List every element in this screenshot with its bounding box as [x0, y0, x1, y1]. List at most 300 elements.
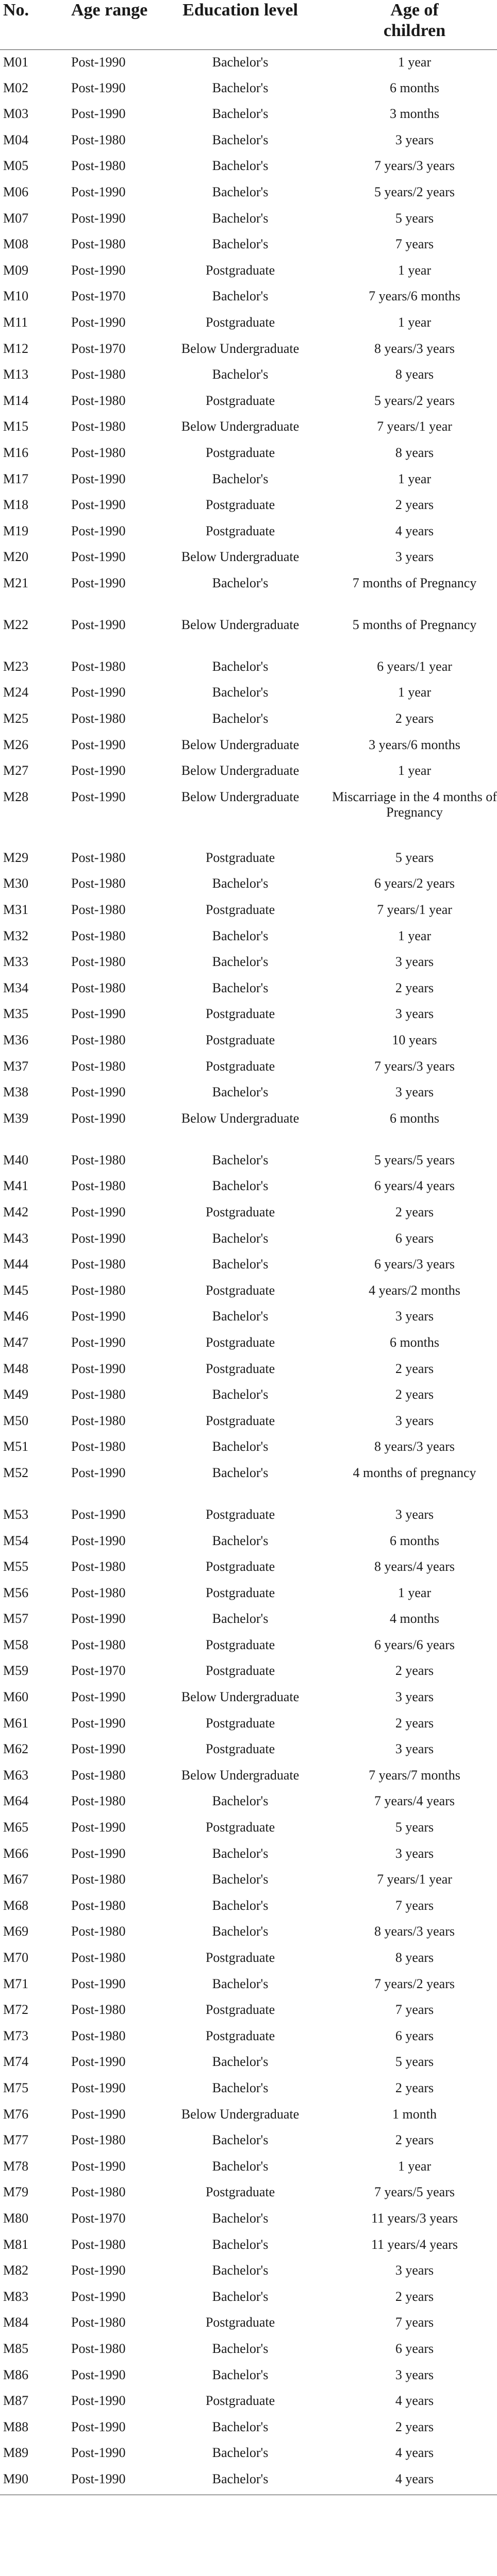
- cell-age-range: Post-1980: [71, 1178, 126, 1194]
- cell-education-level: Bachelor's: [212, 1976, 269, 1991]
- cell-education-level: Below Undergraduate: [181, 419, 300, 434]
- cell-age-range: Post-1980: [71, 1585, 126, 1600]
- cell-age-of-children: 5 years: [395, 1820, 434, 1835]
- cell-no: M26: [3, 737, 29, 752]
- cell-education-level: Bachelor's: [212, 1084, 269, 1100]
- cell-education-level: Bachelor's: [212, 575, 269, 590]
- cell-age-of-children: 1 year: [397, 314, 432, 330]
- table-row: [0, 613, 497, 654]
- cell-age-of-children: 5 years: [395, 850, 434, 865]
- cell-education-level: Postgraduate: [205, 1637, 275, 1652]
- cell-education-level: Below Undergraduate: [181, 789, 300, 804]
- cell-age-of-children: 2 years: [395, 980, 434, 995]
- cell-education-level: Bachelor's: [212, 1178, 269, 1194]
- cell-education-level: Postgraduate: [205, 1361, 275, 1376]
- cell-age-range: Post-1970: [71, 289, 126, 304]
- cell-age-range: Post-1990: [71, 2393, 126, 2409]
- cell-education-level: Bachelor's: [212, 80, 269, 95]
- table-row: [0, 180, 497, 206]
- table-row: [0, 1502, 497, 1529]
- cell-education-level: Bachelor's: [212, 2080, 269, 2095]
- table-row: [0, 1737, 497, 1763]
- table-row: [0, 2232, 497, 2259]
- cell-no: M46: [3, 1309, 29, 1324]
- table-row: [0, 1658, 497, 1685]
- cell-education-level: Bachelor's: [212, 1924, 269, 1939]
- table-row: [0, 128, 497, 154]
- cell-no: M79: [3, 2184, 29, 2200]
- cell-age-of-children: 6 years: [395, 1230, 434, 1246]
- table-row: [0, 2310, 497, 2336]
- header-no: No.: [0, 0, 51, 49]
- cell-age-range: Post-1990: [71, 106, 126, 122]
- header-age-of-children: Age of children: [332, 0, 497, 49]
- table-row: [0, 976, 497, 1002]
- cell-no: M73: [3, 2028, 29, 2043]
- cell-age-range: Post-1990: [71, 575, 126, 590]
- table-row: [0, 1633, 497, 1659]
- cell-no: M04: [3, 132, 29, 147]
- cell-education-level: Postgraduate: [205, 262, 275, 278]
- cell-education-level: Postgraduate: [205, 497, 275, 513]
- cell-no: M67: [3, 1872, 29, 1887]
- cell-no: M35: [3, 1006, 29, 1022]
- cell-education-level: Below Undergraduate: [181, 1767, 300, 1783]
- cell-education-level: Bachelor's: [212, 928, 269, 943]
- cell-no: M08: [3, 236, 29, 252]
- cell-age-range: Post-1980: [71, 876, 126, 891]
- cell-age-of-children: 8 years/4 years: [374, 1559, 455, 1574]
- cell-no: M90: [3, 2471, 29, 2486]
- cell-age-range: Post-1990: [71, 737, 126, 752]
- cell-age-range: Post-1980: [71, 419, 126, 434]
- cell-age-range: Post-1990: [71, 2289, 126, 2304]
- cell-age-of-children: 3 years: [395, 1006, 434, 1022]
- header-education-level: Education level: [148, 0, 332, 49]
- cell-education-level: Below Undergraduate: [181, 617, 300, 632]
- cell-age-range: Post-1990: [71, 1334, 126, 1350]
- cell-education-level: Bachelor's: [212, 1611, 269, 1626]
- cell-education-level: Postgraduate: [205, 1282, 275, 1298]
- cell-education-level: Bachelor's: [212, 1309, 269, 1324]
- cell-no: M81: [3, 2236, 29, 2252]
- cell-age-range: Post-1980: [71, 1257, 126, 1272]
- cell-age-of-children: 3 years: [395, 132, 434, 147]
- cell-age-range: Post-1980: [71, 2028, 126, 2043]
- cell-age-of-children: 7 years/1 year: [377, 419, 452, 434]
- cell-no: M37: [3, 1058, 29, 1074]
- cell-age-range: Post-1980: [71, 393, 126, 408]
- cell-no: M16: [3, 445, 29, 460]
- cell-age-range: Post-1980: [71, 850, 126, 865]
- cell-no: M02: [3, 80, 29, 95]
- cell-education-level: Bachelor's: [212, 289, 269, 304]
- cell-education-level: Postgraduate: [205, 1032, 275, 1047]
- cell-education-level: Bachelor's: [212, 106, 269, 122]
- cell-age-of-children: 7 months of Pregnancy: [352, 575, 477, 590]
- cell-age-of-children: 7 years/4 years: [374, 1793, 455, 1809]
- cell-age-range: Post-1990: [71, 2445, 126, 2461]
- cell-age-of-children: 2 years: [395, 1204, 434, 1219]
- cell-education-level: Below Undergraduate: [181, 2106, 300, 2122]
- cell-education-level: Bachelor's: [212, 954, 269, 970]
- cell-education-level: Postgraduate: [205, 1820, 275, 1835]
- cell-age-of-children: 6 years/1 year: [377, 658, 452, 674]
- cell-education-level: Postgraduate: [205, 1663, 275, 1679]
- cell-no: M34: [3, 980, 29, 995]
- cell-education-level: Bachelor's: [212, 2289, 269, 2304]
- table-row: [0, 101, 497, 128]
- cell-age-range: Post-1980: [71, 1282, 126, 1298]
- table-row: [0, 388, 497, 415]
- cell-education-level: Below Undergraduate: [181, 1110, 300, 1126]
- cell-age-of-children: 5 years: [395, 210, 434, 226]
- cell-age-range: Post-1980: [71, 902, 126, 918]
- table-row: [0, 1789, 497, 1815]
- table-row: [0, 2076, 497, 2102]
- table-row: [0, 2415, 497, 2441]
- cell-education-level: Postgraduate: [205, 1413, 275, 1428]
- cell-education-level: Below Undergraduate: [181, 1689, 300, 1705]
- table-row: [0, 871, 497, 897]
- cell-education-level: Bachelor's: [212, 2210, 269, 2226]
- cell-no: M47: [3, 1334, 29, 1350]
- cell-education-level: Bachelor's: [212, 2445, 269, 2461]
- cell-no: M09: [3, 262, 29, 278]
- table-row: [0, 1919, 497, 1945]
- table-row: [0, 1529, 497, 1555]
- cell-age-of-children: 3 years: [395, 1084, 434, 1100]
- table-row: [0, 924, 497, 950]
- cell-education-level: Bachelor's: [212, 1897, 269, 1913]
- cell-education-level: Bachelor's: [212, 2236, 269, 2252]
- cell-age-range: Post-1980: [71, 1872, 126, 1887]
- cell-age-of-children: 11 years/4 years: [371, 2236, 458, 2252]
- table-row: [0, 1893, 497, 1920]
- cell-age-range: Post-1980: [71, 1559, 126, 1574]
- cell-no: M72: [3, 2002, 29, 2018]
- table-row: [0, 1815, 497, 1841]
- cell-education-level: Postgraduate: [205, 2028, 275, 2043]
- cell-age-range: Post-1980: [71, 928, 126, 943]
- cell-age-of-children: 8 years: [395, 445, 434, 460]
- cell-age-of-children: 7 years/2 years: [374, 1976, 455, 1991]
- cell-age-range: Post-1980: [71, 658, 126, 674]
- table-row: [0, 950, 497, 976]
- cell-education-level: Postgraduate: [205, 2393, 275, 2409]
- table-row: [0, 1028, 497, 1054]
- cell-age-range: Post-1990: [71, 314, 126, 330]
- cell-education-level: Postgraduate: [205, 2184, 275, 2200]
- cell-age-of-children: 11 years/3 years: [371, 2210, 458, 2226]
- cell-no: M88: [3, 2419, 29, 2434]
- cell-age-range: Post-1980: [71, 2002, 126, 2018]
- cell-education-level: Bachelor's: [212, 158, 269, 174]
- table-row: [0, 49, 497, 76]
- cell-no: M13: [3, 367, 29, 382]
- cell-education-level: Bachelor's: [212, 980, 269, 995]
- table-row: [0, 1581, 497, 1607]
- cell-no: M65: [3, 1820, 29, 1835]
- cell-no: M05: [3, 158, 29, 174]
- cell-no: M33: [3, 954, 29, 970]
- table-row: [0, 2206, 497, 2232]
- cell-no: M30: [3, 876, 29, 891]
- cell-age-of-children: 7 years: [395, 1897, 434, 1913]
- table-row: [0, 1841, 497, 1868]
- cell-age-of-children: 3 years: [395, 954, 434, 970]
- cell-age-of-children: 7 years: [395, 2002, 434, 2018]
- cell-age-range: Post-1980: [71, 2184, 126, 2200]
- table-row: [0, 2336, 497, 2363]
- cell-age-of-children: 7 years/7 months: [369, 1767, 460, 1783]
- cell-education-level: Postgraduate: [205, 1506, 275, 1522]
- cell-no: M23: [3, 658, 29, 674]
- table-row: [0, 336, 497, 363]
- table-row: [0, 2180, 497, 2206]
- cell-age-of-children: 4 years: [395, 523, 434, 538]
- cell-age-range: Post-1990: [71, 2367, 126, 2382]
- cell-age-of-children: 6 years/2 years: [374, 876, 455, 891]
- cell-age-range: Post-1980: [71, 1767, 126, 1783]
- cell-age-range: Post-1980: [71, 158, 126, 174]
- cell-no: M83: [3, 2289, 29, 2304]
- cell-age-of-children: 7 years/1 year: [377, 1872, 452, 1887]
- cell-no: M87: [3, 2393, 29, 2409]
- cell-education-level: Postgraduate: [205, 1204, 275, 1219]
- cell-age-range: Post-1980: [71, 1413, 126, 1428]
- cell-no: M69: [3, 1924, 29, 1939]
- cell-age-of-children: 2 years: [395, 1387, 434, 1402]
- cell-age-of-children: 1 year: [397, 685, 432, 700]
- cell-age-of-children: 10 years: [392, 1032, 437, 1047]
- table-row: [0, 1304, 497, 1330]
- cell-age-range: Post-1980: [71, 2236, 126, 2252]
- cell-age-of-children: 6 months: [389, 1533, 440, 1548]
- cell-age-of-children: 7 years/5 years: [374, 2184, 455, 2200]
- cell-age-range: Post-1990: [71, 210, 126, 226]
- cell-no: M40: [3, 1152, 29, 1167]
- cell-age-of-children: 8 years: [395, 1950, 434, 1965]
- cell-no: M12: [3, 341, 29, 356]
- cell-age-of-children: 7 years/3 years: [374, 1058, 455, 1074]
- cell-age-of-children: 1 year: [397, 928, 432, 943]
- cell-age-of-children: 6 years: [395, 2028, 434, 2043]
- cell-age-of-children: 2 years: [395, 2132, 434, 2148]
- cell-education-level: Bachelor's: [212, 1793, 269, 1809]
- table-row: [0, 1867, 497, 1893]
- cell-no: M21: [3, 575, 29, 590]
- table-row: [0, 2154, 497, 2180]
- cell-age-range: Post-1990: [71, 80, 126, 95]
- cell-no: M49: [3, 1387, 29, 1402]
- table-row: [0, 1606, 497, 1633]
- cell-education-level: Bachelor's: [212, 236, 269, 252]
- cell-no: M55: [3, 1559, 29, 1574]
- cell-no: M38: [3, 1084, 29, 1100]
- table-row: [0, 1382, 497, 1409]
- table-row: [0, 1080, 497, 1106]
- cell-age-range: Post-1980: [71, 1032, 126, 1047]
- cell-age-of-children: 5 years/5 years: [374, 1152, 455, 1167]
- cell-age-range: Post-1990: [71, 1845, 126, 1861]
- cell-age-of-children: 5 years/2 years: [374, 393, 455, 408]
- cell-education-level: Bachelor's: [212, 2158, 269, 2174]
- cell-age-of-children: 4 years: [395, 2445, 434, 2461]
- cell-age-of-children: 2 years: [395, 711, 434, 726]
- table-row: [0, 1106, 497, 1148]
- cell-education-level: Bachelor's: [212, 471, 269, 486]
- cell-age-range: Post-1990: [71, 2054, 126, 2070]
- cell-age-of-children: 2 years: [395, 1715, 434, 1731]
- table-row: [0, 1409, 497, 1435]
- cell-age-of-children: 2 years: [395, 497, 434, 513]
- cell-age-range: Post-1980: [71, 954, 126, 970]
- cell-age-range: Post-1990: [71, 1611, 126, 1626]
- cell-no: M41: [3, 1178, 29, 1194]
- cell-education-level: Bachelor's: [212, 2341, 269, 2356]
- cell-education-level: Postgraduate: [205, 902, 275, 918]
- table-row: [0, 76, 497, 102]
- cell-no: M71: [3, 1976, 29, 1991]
- cell-age-range: Post-1970: [71, 341, 126, 356]
- cell-age-of-children: 1 year: [397, 763, 432, 778]
- cell-no: M01: [3, 54, 29, 70]
- cell-no: M57: [3, 1611, 29, 1626]
- cell-no: M53: [3, 1506, 29, 1522]
- cell-education-level: Bachelor's: [212, 210, 269, 226]
- cell-no: M39: [3, 1110, 29, 1126]
- cell-no: M80: [3, 2210, 29, 2226]
- cell-age-of-children: 8 years/3 years: [374, 1439, 455, 1454]
- cell-age-range: Post-1990: [71, 2158, 126, 2174]
- cell-no: M61: [3, 1715, 29, 1731]
- cell-age-of-children: 3 months: [389, 106, 440, 122]
- table-row: [0, 1002, 497, 1028]
- cell-no: M75: [3, 2080, 29, 2095]
- table-row: [0, 1148, 497, 1174]
- cell-education-level: Postgraduate: [205, 314, 275, 330]
- cell-age-range: Post-1980: [71, 1637, 126, 1652]
- cell-age-of-children: 6 years: [395, 2341, 434, 2356]
- cell-education-level: Postgraduate: [205, 1058, 275, 1074]
- cell-age-range: Post-1980: [71, 2132, 126, 2148]
- cell-age-of-children: 3 years: [395, 1741, 434, 1757]
- cell-no: M15: [3, 419, 29, 434]
- cell-education-level: Postgraduate: [205, 850, 275, 865]
- table-row: [0, 414, 497, 440]
- table-row: [0, 1763, 497, 1789]
- table-row: [0, 2467, 497, 2493]
- cell-education-level: Bachelor's: [212, 1845, 269, 1861]
- cell-age-of-children: 1 year: [397, 2158, 432, 2174]
- cell-education-level: Below Undergraduate: [181, 549, 300, 565]
- cell-no: M29: [3, 850, 29, 865]
- cell-no: M50: [3, 1413, 29, 1428]
- cell-age-range: Post-1990: [71, 763, 126, 778]
- cell-age-range: Post-1990: [71, 523, 126, 538]
- cell-age-range: Post-1980: [71, 367, 126, 382]
- cell-no: M24: [3, 685, 29, 700]
- cell-no: M60: [3, 1689, 29, 1705]
- cell-no: M48: [3, 1361, 29, 1376]
- cell-age-of-children: 7 years/6 months: [369, 289, 460, 304]
- cell-education-level: Postgraduate: [205, 523, 275, 538]
- cell-education-level: Bachelor's: [212, 711, 269, 726]
- table-row: [0, 845, 497, 872]
- cell-no: M63: [3, 1767, 29, 1783]
- cell-age-of-children: 2 years: [395, 1361, 434, 1376]
- cell-age-of-children: 5 months of Pregnancy: [352, 617, 477, 632]
- cell-education-level: Postgraduate: [205, 1334, 275, 1350]
- cell-age-range: Post-1990: [71, 1533, 126, 1548]
- table-row: [0, 284, 497, 310]
- cell-age-range: Post-1980: [71, 1793, 126, 1809]
- cell-education-level: Bachelor's: [212, 1465, 269, 1480]
- cell-no: M07: [3, 210, 29, 226]
- cell-age-of-children: 7 years/1 year: [377, 902, 452, 918]
- table-row: [0, 493, 497, 519]
- cell-age-of-children: 7 years: [395, 236, 434, 252]
- cell-education-level: Bachelor's: [212, 184, 269, 199]
- cell-age-of-children: 1 year: [397, 1585, 432, 1600]
- cell-no: M77: [3, 2132, 29, 2148]
- cell-no: M36: [3, 1032, 29, 1047]
- cell-age-range: Post-1990: [71, 2419, 126, 2434]
- cell-age-range: Post-1990: [71, 1361, 126, 1376]
- cell-age-range: Post-1970: [71, 2210, 126, 2226]
- cell-age-of-children: 3 years: [395, 1413, 434, 1428]
- cell-age-range: Post-1990: [71, 2263, 126, 2278]
- cell-age-range: Post-1980: [71, 2315, 126, 2330]
- table-row: [0, 310, 497, 336]
- cell-age-of-children: 6 years/6 years: [374, 1637, 455, 1652]
- cell-education-level: Bachelor's: [212, 54, 269, 70]
- cell-age-range: Post-1990: [71, 497, 126, 513]
- table-row: [0, 1461, 497, 1502]
- cell-education-level: Bachelor's: [212, 658, 269, 674]
- cell-no: M70: [3, 1950, 29, 1965]
- cell-age-of-children: 2 years: [395, 2419, 434, 2434]
- cell-age-of-children: 6 years/3 years: [374, 1257, 455, 1272]
- cell-education-level: Postgraduate: [205, 2002, 275, 2018]
- cell-education-level: Postgraduate: [205, 1559, 275, 1574]
- table-row: [0, 258, 497, 284]
- table-row: [0, 2102, 497, 2128]
- cell-no: M19: [3, 523, 29, 538]
- table-row: [0, 1711, 497, 1737]
- cell-education-level: Postgraduate: [205, 1585, 275, 1600]
- cell-age-of-children: 6 months: [389, 1334, 440, 1350]
- cell-age-range: Post-1990: [71, 1084, 126, 1100]
- table-row: [0, 519, 497, 545]
- cell-no: M59: [3, 1663, 29, 1679]
- cell-no: M85: [3, 2341, 29, 2356]
- cell-age-range: Post-1990: [71, 1204, 126, 1219]
- cell-age-of-children: 5 years/2 years: [374, 184, 455, 199]
- table-row: [0, 206, 497, 232]
- cell-age-of-children: 4 months: [389, 1611, 440, 1626]
- table-row: [0, 1554, 497, 1581]
- cell-age-of-children: 7 years: [395, 2315, 434, 2330]
- cell-age-range: Post-1990: [71, 549, 126, 565]
- table-row: [0, 2363, 497, 2389]
- cell-education-level: Below Undergraduate: [181, 341, 300, 356]
- cell-age-range: Post-1990: [71, 184, 126, 199]
- cell-education-level: Bachelor's: [212, 1230, 269, 1246]
- cell-age-range: Post-1970: [71, 1663, 126, 1679]
- cell-education-level: Bachelor's: [212, 2367, 269, 2382]
